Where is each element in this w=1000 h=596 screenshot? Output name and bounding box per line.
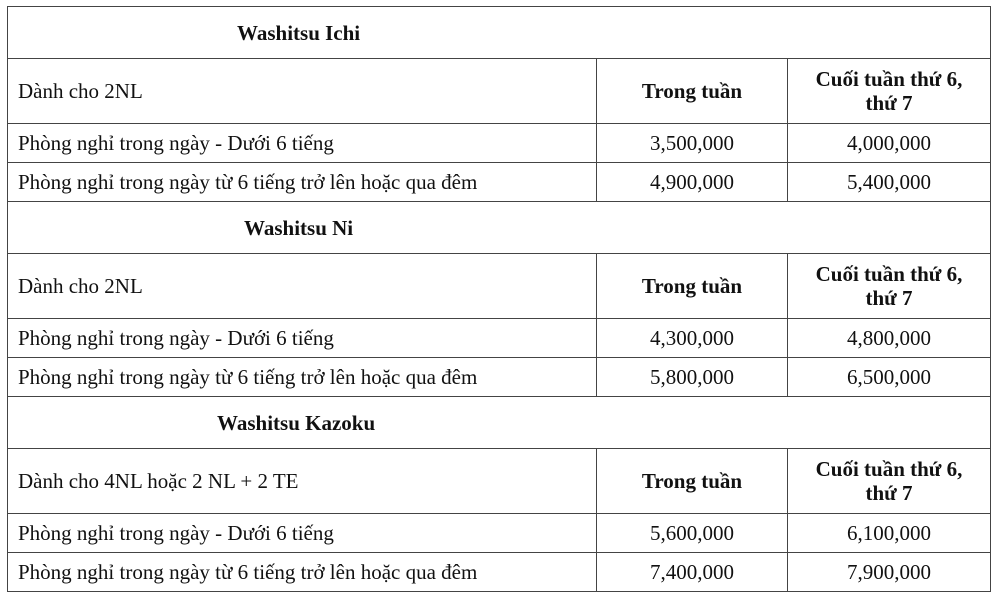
weekend-price: 4,000,000: [788, 124, 991, 163]
section-header-washitsu-ni: [8, 202, 991, 254]
weekday-price: 4,300,000: [597, 319, 788, 358]
weekday-price: 5,600,000: [597, 514, 788, 553]
weekday-price: 4,900,000: [597, 163, 788, 202]
column-header-row: [8, 59, 991, 124]
weekend-price: 7,900,000: [788, 553, 991, 592]
row-label: Phòng nghỉ trong ngày - Dưới 6 tiếng: [8, 124, 597, 163]
table-row: [8, 514, 991, 553]
table-row: [8, 124, 991, 163]
weekend-price: 6,500,000: [788, 358, 991, 397]
column-header-row: [8, 254, 991, 319]
table-row: [8, 358, 991, 397]
target-guests: Dành cho 2NL: [8, 59, 597, 124]
section-header-washitsu-ichi: [8, 7, 991, 59]
target-guests: Dành cho 4NL hoặc 2 NL + 2 TE: [8, 449, 597, 514]
row-label: Phòng nghỉ trong ngày - Dưới 6 tiếng: [8, 319, 597, 358]
weekend-price: 4,800,000: [788, 319, 991, 358]
weekend-header: Cuối tuần thứ 6, thứ 7: [788, 449, 991, 514]
weekday-header: Trong tuần: [597, 449, 788, 514]
table-row: [8, 163, 991, 202]
section-title: Washitsu Ichi: [237, 20, 361, 45]
row-label: Phòng nghỉ trong ngày từ 6 tiếng trở lên hoặc qua đêm: [8, 358, 597, 397]
weekday-price: 7,400,000: [597, 553, 788, 592]
weekend-price: 5,400,000: [788, 163, 991, 202]
row-label: Phòng nghỉ trong ngày từ 6 tiếng trở lên hoặc qua đêm: [8, 553, 597, 592]
weekday-header: Trong tuần: [597, 254, 788, 319]
weekday-header: Trong tuần: [597, 59, 788, 124]
section-title: Washitsu Kazoku: [217, 410, 376, 435]
section-header-washitsu-kazoku: [8, 397, 991, 449]
table-row: [8, 319, 991, 358]
row-label: Phòng nghỉ trong ngày - Dưới 6 tiếng: [8, 514, 597, 553]
table-row: [8, 553, 991, 592]
weekend-header: Cuối tuần thứ 6, thứ 7: [788, 254, 991, 319]
weekend-header: Cuối tuần thứ 6, thứ 7: [788, 59, 991, 124]
target-guests: Dành cho 2NL: [8, 254, 597, 319]
weekday-price: 3,500,000: [597, 124, 788, 163]
weekday-price: 5,800,000: [597, 358, 788, 397]
column-header-row: [8, 449, 991, 514]
weekend-price: 6,100,000: [788, 514, 991, 553]
section-title: Washitsu Ni: [244, 215, 354, 240]
row-label: Phòng nghỉ trong ngày từ 6 tiếng trở lên hoặc qua đêm: [8, 163, 597, 202]
room-price-table: [7, 6, 991, 592]
